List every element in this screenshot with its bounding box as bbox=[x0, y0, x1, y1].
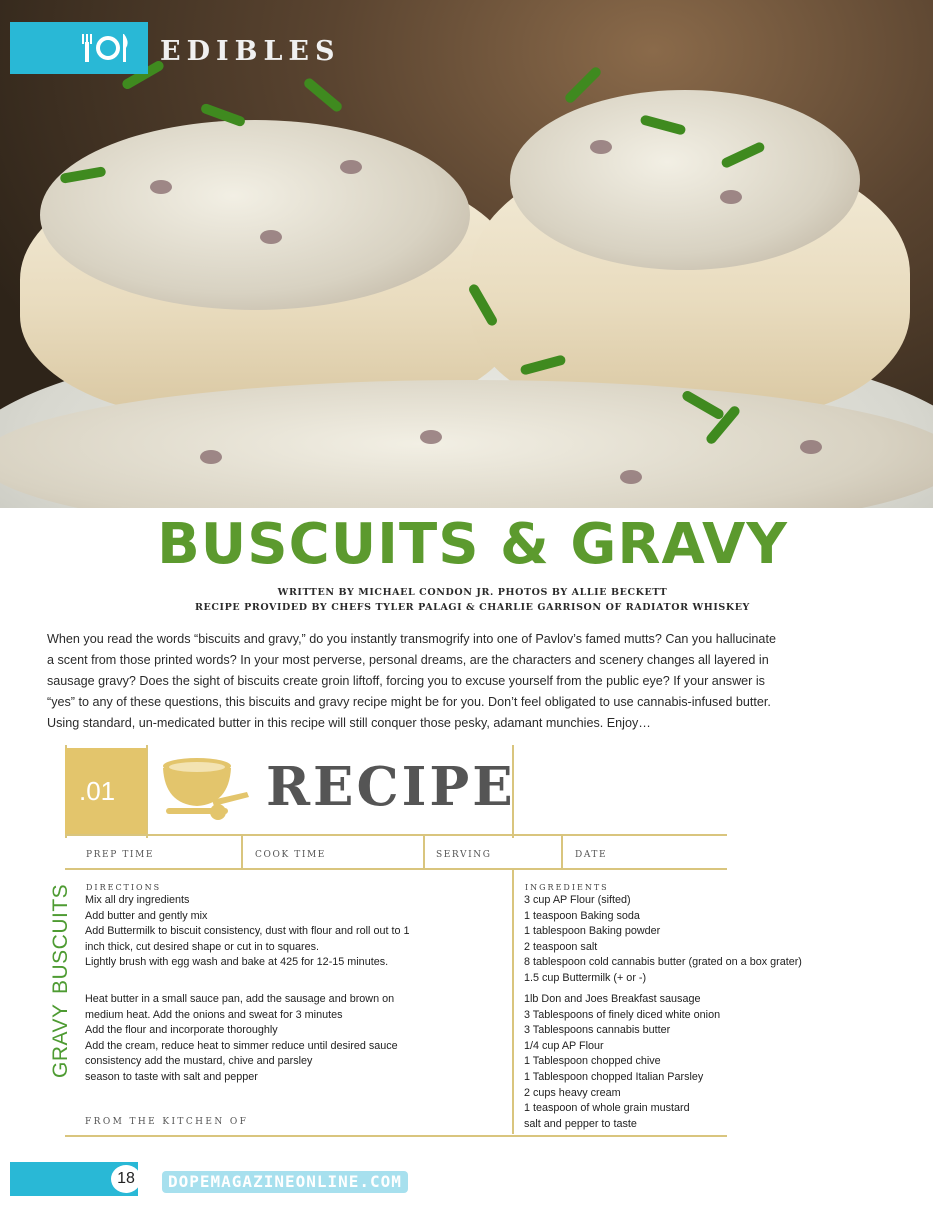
direction-step: Add the cream, reduce heat to simmer reduce until desired sauce bbox=[85, 1039, 398, 1052]
direction-step: medium heat. Add the onions and sweat for 3 minutes bbox=[85, 1008, 343, 1021]
gravy-ingredients bbox=[524, 992, 720, 1132]
recipe-heading: RECIPE bbox=[266, 756, 516, 818]
ingredient-item: 1 Tablespoon chopped Italian Parsley bbox=[524, 1070, 704, 1083]
direction-step: inch thick, cut desired shape or cut in to squares. bbox=[85, 940, 320, 953]
ingredient-item: 1 teaspoon of whole grain mustard bbox=[524, 1102, 690, 1115]
biscuit-ingredients bbox=[524, 893, 802, 987]
direction-step: Mix all dry ingredients bbox=[85, 894, 190, 906]
sausage-speck bbox=[260, 230, 282, 244]
ingredients-heading: INGREDIENTS bbox=[525, 883, 609, 892]
website-link[interactable]: DOPEMAGAZINEONLINE.COM bbox=[162, 1171, 408, 1193]
gravy-directions bbox=[85, 992, 398, 1086]
sausage-speck bbox=[420, 430, 442, 444]
page-number: 18 bbox=[111, 1165, 141, 1193]
intro-line: a scent from those printed words? In your most perverse, personal dreams, are the characters and scenery changes all layered in bbox=[47, 653, 769, 667]
serving-field[interactable]: SERVING bbox=[436, 850, 492, 860]
direction-step: season to taste with salt and pepper bbox=[85, 1070, 258, 1083]
cook-time-field[interactable]: COOK TIME bbox=[255, 850, 326, 860]
card-divider bbox=[65, 868, 727, 870]
card-divider bbox=[241, 836, 243, 868]
recipe-number: .01 bbox=[79, 776, 116, 806]
recipe-number-box bbox=[65, 748, 147, 834]
gravy-left bbox=[40, 120, 470, 310]
intro-line: When you read the words “biscuits and gravy,” do you instantly transmogrify into one of Pavlov’s famed mutts? Can you hallucinate bbox=[47, 632, 776, 646]
intro-paragraph bbox=[47, 629, 897, 734]
ingredient-item: 1.5 cup Buttermilk (+ or -) bbox=[524, 971, 647, 984]
sausage-speck bbox=[720, 190, 742, 204]
article-title: BUSCUITS & GRAVY bbox=[157, 512, 788, 577]
gravy-side-label: GRAVY bbox=[49, 1003, 72, 1078]
sausage-speck bbox=[800, 440, 822, 454]
hero-photo bbox=[0, 0, 933, 508]
ingredient-item: 1 tablespoon Baking powder bbox=[524, 925, 661, 938]
sausage-speck bbox=[590, 140, 612, 154]
section-label: EDIBLES bbox=[160, 36, 341, 67]
ingredient-item: 2 cups heavy cream bbox=[524, 1086, 621, 1099]
card-divider bbox=[65, 834, 727, 836]
direction-step: Lightly brush with egg wash and bake at 425 for 12-15 minutes. bbox=[85, 956, 389, 969]
ingredient-item: 1/4 cup AP Flour bbox=[524, 1039, 604, 1052]
from-kitchen-label: FROM THE KITCHEN OF bbox=[85, 1117, 249, 1127]
chive-garnish bbox=[302, 76, 344, 113]
intro-line: sausage gravy? Does the sight of biscuits create groin liftoff, forcing you to excuse yourself from the public eye? If your answer is bbox=[47, 674, 765, 688]
byline: WRITTEN BY MICHAEL CONDON JR. PHOTOS BY ALLIE BECKETT bbox=[277, 587, 668, 598]
direction-step: Heat butter in a small sauce pan, add the sausage and brown on bbox=[85, 993, 395, 1005]
gravy-right bbox=[510, 90, 860, 270]
mortar-bowl-icon bbox=[152, 752, 257, 824]
sausage-speck bbox=[620, 470, 642, 484]
ingredient-item: 3 cup AP Flour (sifted) bbox=[524, 894, 631, 906]
card-divider bbox=[512, 870, 514, 1134]
direction-step: Add Buttermilk to biscuit consistency, dust with flour and roll out to 1 bbox=[85, 925, 410, 938]
sausage-speck bbox=[200, 450, 222, 464]
direction-step: Add butter and gently mix bbox=[85, 909, 208, 922]
ingredient-item: salt and pepper to taste bbox=[524, 1117, 637, 1130]
biscuits-side-label: BUSCUITS bbox=[49, 883, 72, 994]
ingredient-item: 8 tablespoon cold cannabis butter (grated on a box grater) bbox=[524, 956, 802, 969]
ingredient-item: 1 teaspoon Baking soda bbox=[524, 909, 640, 922]
biscuit-directions bbox=[85, 893, 409, 971]
ingredient-item: 2 teaspoon salt bbox=[524, 940, 598, 953]
direction-step: Add the flour and incorporate thoroughly bbox=[85, 1024, 278, 1037]
card-divider bbox=[65, 1135, 727, 1137]
ingredient-item: 1 Tablespoon chopped chive bbox=[524, 1055, 661, 1068]
directions-heading: DIRECTIONS bbox=[86, 883, 162, 892]
date-field[interactable]: DATE bbox=[575, 850, 608, 860]
direction-step: consistency add the mustard, chive and parsley bbox=[85, 1055, 313, 1068]
fork-plate-knife-icon bbox=[80, 30, 132, 66]
sausage-speck bbox=[150, 180, 172, 194]
intro-line: Using standard, un-medicated butter in this recipe will still conquer those pesky, adamant munchies. Enjoy… bbox=[47, 716, 651, 730]
intro-line: “yes” to any of these questions, this biscuits and gravy recipe might be for you. Don’t feel obligated to use cannabis-infused butter. bbox=[47, 695, 771, 709]
ingredient-item: 3 Tablespoons cannabis butter bbox=[524, 1024, 671, 1037]
sausage-speck bbox=[340, 160, 362, 174]
ingredient-item: 1lb Don and Joes Breakfast sausage bbox=[524, 993, 701, 1005]
prep-time-field[interactable]: PREP TIME bbox=[86, 850, 155, 860]
recipe-credit: RECIPE PROVIDED BY CHEFS TYLER PALAGI & CHARLIE GARRISON OF RADIATOR WHISKEY bbox=[195, 602, 750, 613]
chive-garnish bbox=[563, 65, 603, 105]
card-divider bbox=[423, 836, 425, 868]
card-divider bbox=[561, 836, 563, 868]
ingredient-item: 3 Tablespoons of finely diced white onion bbox=[524, 1008, 721, 1021]
